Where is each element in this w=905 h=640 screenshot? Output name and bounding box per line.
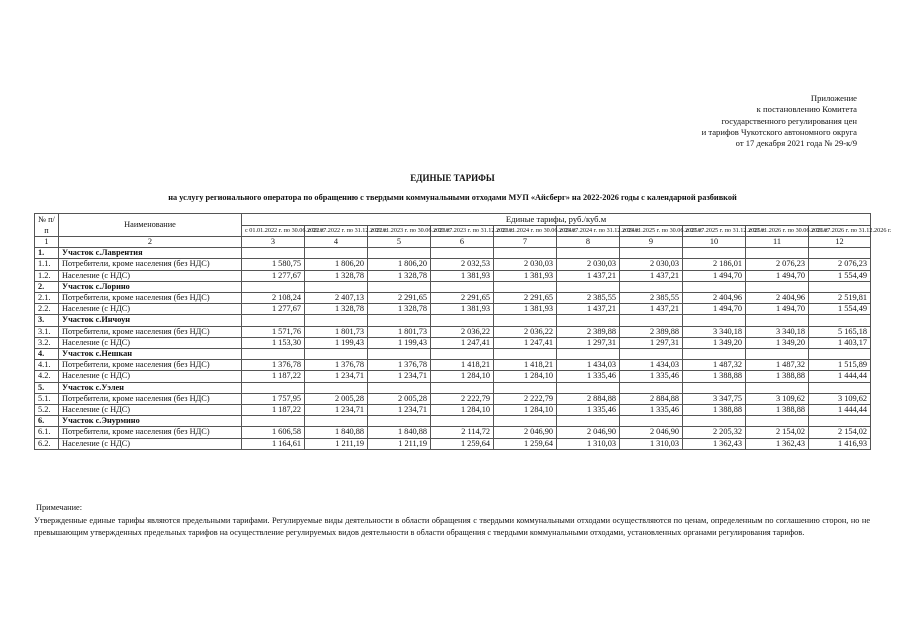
empty-cell (431, 315, 494, 326)
tariff-value: 1 388,88 (746, 405, 809, 416)
tariff-value: 1 554,49 (809, 270, 871, 281)
period-header: с 01.07.2026 г. по 31.12.2026 г. (809, 225, 871, 237)
tariff-value: 1 418,21 (431, 360, 494, 371)
section-row (35, 315, 871, 326)
column-number: 1 (35, 237, 59, 248)
row-name: Население (с НДС) (59, 438, 242, 449)
tariff-value: 1 234,71 (305, 371, 368, 382)
row-number: 5.1. (35, 393, 59, 404)
column-number: 12 (809, 237, 871, 248)
tariff-value: 1 806,20 (305, 259, 368, 270)
tariff-value: 1 376,78 (305, 360, 368, 371)
tariff-value: 1 310,03 (557, 438, 620, 449)
period-header: с 01.01.2023 г. по 30.06.2023 г. (368, 225, 431, 237)
tariff-value: 1 259,64 (494, 438, 557, 449)
tariff-value: 2 046,90 (620, 427, 683, 438)
empty-cell (620, 349, 683, 360)
tariff-value: 2 036,22 (431, 326, 494, 337)
tariff-value: 1 335,46 (620, 371, 683, 382)
tariff-value: 1 328,78 (368, 304, 431, 315)
tariff-value: 1 335,46 (557, 405, 620, 416)
tariff-value: 2 222,79 (431, 393, 494, 404)
tariff-value: 1 362,43 (746, 438, 809, 449)
column-number: 11 (746, 237, 809, 248)
tariff-value: 1 494,70 (683, 270, 746, 281)
tariff-value: 1 328,78 (305, 304, 368, 315)
empty-cell (494, 281, 557, 292)
section-number: 5. (35, 382, 59, 393)
notes-text: Утвержденные единые тарифы являются предельными тарифами. Регулируемые виды деятельности в области обращения с твердыми коммунальными отходами осуществляются по ценам, определенным по соглашению сторон, но не превышающим утвержденных предельных тарифов на осуществление регулируемых видов деятельности в области обращения с твердыми коммунальными отходами, установленных органами регулирования тарифов. (34, 516, 870, 537)
empty-cell (557, 248, 620, 259)
table-row (35, 270, 871, 281)
empty-cell (242, 248, 305, 259)
tariff-value: 2 884,88 (557, 393, 620, 404)
empty-cell (557, 416, 620, 427)
appendix-line: государственного регулирования цен (721, 115, 857, 126)
tariff-value: 2 291,65 (431, 293, 494, 304)
empty-cell (368, 382, 431, 393)
empty-cell (620, 248, 683, 259)
section-name: Участок с.Лорино (59, 281, 242, 292)
row-name: Население (с НДС) (59, 371, 242, 382)
tariff-value: 2 404,96 (683, 293, 746, 304)
tariff-value: 1 199,43 (368, 337, 431, 348)
empty-cell (683, 349, 746, 360)
empty-cell (683, 416, 746, 427)
tariff-value: 1 376,78 (242, 360, 305, 371)
tariff-value: 1 381,93 (494, 270, 557, 281)
tariff-value: 1 328,78 (305, 270, 368, 281)
tariff-value: 1 554,49 (809, 304, 871, 315)
tariff-value: 1 153,30 (242, 337, 305, 348)
tariff-value: 1 234,71 (368, 371, 431, 382)
tariff-value: 1 284,10 (494, 371, 557, 382)
empty-cell (368, 416, 431, 427)
tariff-value: 1 211,19 (368, 438, 431, 449)
empty-cell (494, 248, 557, 259)
tariff-value: 1 444,44 (809, 405, 871, 416)
tariff-value: 1 806,20 (368, 259, 431, 270)
empty-cell (494, 416, 557, 427)
empty-cell (431, 281, 494, 292)
period-header: с 01.07.2023 г. по 31.12.2023 г. (431, 225, 494, 237)
tariff-value: 1 349,20 (746, 337, 809, 348)
empty-cell (809, 382, 871, 393)
tariff-value: 2 036,22 (494, 326, 557, 337)
header-name: Наименование (59, 214, 242, 237)
tariff-value: 1 444,44 (809, 371, 871, 382)
empty-cell (620, 281, 683, 292)
row-name: Население (с НДС) (59, 405, 242, 416)
empty-cell (242, 416, 305, 427)
column-number: 10 (683, 237, 746, 248)
row-name: Потребители, кроме населения (без НДС) (59, 293, 242, 304)
section-name: Участок с.Инчоун (59, 315, 242, 326)
tariff-value: 1 328,78 (368, 270, 431, 281)
empty-cell (305, 248, 368, 259)
tariff-value: 2 076,23 (809, 259, 871, 270)
document-title: ЕДИНЫЕ ТАРИФЫ (410, 173, 495, 183)
tariff-value: 3 109,62 (746, 393, 809, 404)
tariff-value: 2 076,23 (746, 259, 809, 270)
tariff-value: 3 347,75 (683, 393, 746, 404)
tariff-value: 2 108,24 (242, 293, 305, 304)
empty-cell (809, 349, 871, 360)
section-number: 6. (35, 416, 59, 427)
tariff-value: 2 404,96 (746, 293, 809, 304)
tariff-value: 2 046,90 (494, 427, 557, 438)
tariff-value: 1 247,41 (494, 337, 557, 348)
column-number-row (35, 237, 871, 248)
table-row (35, 259, 871, 270)
section-row (35, 281, 871, 292)
empty-cell (809, 281, 871, 292)
row-number: 6.2. (35, 438, 59, 449)
empty-cell (557, 349, 620, 360)
tariff-value: 2 032,53 (431, 259, 494, 270)
empty-cell (746, 349, 809, 360)
tariff-value: 1 437,21 (557, 304, 620, 315)
empty-cell (620, 315, 683, 326)
tariff-value: 3 340,18 (683, 326, 746, 337)
tariff-value: 1 187,22 (242, 371, 305, 382)
tariff-value: 1 418,21 (494, 360, 557, 371)
table-row (35, 371, 871, 382)
period-header: с 01.01.2024 г. по 30.06.2024 г. (494, 225, 557, 237)
tariff-value: 2 005,28 (305, 393, 368, 404)
table-row (35, 427, 871, 438)
section-number: 3. (35, 315, 59, 326)
empty-cell (431, 349, 494, 360)
tariff-value: 2 205,32 (683, 427, 746, 438)
section-name: Участок с.Уэлен (59, 382, 242, 393)
empty-cell (431, 382, 494, 393)
appendix-line: к постановлению Комитета (756, 104, 857, 115)
table-row (35, 393, 871, 404)
empty-cell (305, 315, 368, 326)
tariff-value: 1 199,43 (305, 337, 368, 348)
column-number: 6 (431, 237, 494, 248)
empty-cell (242, 349, 305, 360)
table-head (35, 214, 892, 248)
tariff-value: 1 515,89 (809, 360, 871, 371)
table-row (35, 337, 871, 348)
tariff-value: 1 487,32 (683, 360, 746, 371)
row-number: 4.1. (35, 360, 59, 371)
header-tariffs: Единые тарифы, руб./куб.м (242, 214, 871, 226)
document-subtitle: на услугу регионального оператора по обращению с твердыми коммунальными отходами МУП «Айсберг» на 2022-2026 годы с календарной разбивкой (168, 193, 737, 202)
tariff-value: 2 046,90 (557, 427, 620, 438)
empty-cell (242, 382, 305, 393)
empty-cell (557, 315, 620, 326)
tariff-value: 1 801,73 (305, 326, 368, 337)
tariff-value: 1 434,03 (557, 360, 620, 371)
tariff-value: 1 234,71 (305, 405, 368, 416)
notes-heading: Примечание: (36, 503, 83, 512)
tariff-value: 1 376,78 (368, 360, 431, 371)
row-number: 2.2. (35, 304, 59, 315)
empty-cell (683, 281, 746, 292)
period-header: с 01.01.2022 г. по 30.06.2022 г. (242, 225, 305, 237)
empty-cell (620, 382, 683, 393)
row-number: 3.2. (35, 337, 59, 348)
tariff-value: 1 335,46 (620, 405, 683, 416)
row-number: 1.2. (35, 270, 59, 281)
tariff-value: 2 389,88 (620, 326, 683, 337)
tariff-value: 1 284,10 (431, 371, 494, 382)
row-name: Население (с НДС) (59, 337, 242, 348)
column-number: 5 (368, 237, 431, 248)
header-no: № п/п (35, 214, 59, 237)
empty-cell (683, 315, 746, 326)
tariff-value: 2 222,79 (494, 393, 557, 404)
tariff-value: 2 154,02 (809, 427, 871, 438)
empty-cell (809, 248, 871, 259)
empty-cell (368, 315, 431, 326)
section-number: 4. (35, 349, 59, 360)
row-name: Потребители, кроме населения (без НДС) (59, 259, 242, 270)
tariff-value: 1 416,93 (809, 438, 871, 449)
appendix-block (557, 93, 857, 149)
tariff-value: 1 757,95 (242, 393, 305, 404)
tariff-value: 2 291,65 (494, 293, 557, 304)
tariff-value: 1 840,88 (305, 427, 368, 438)
empty-cell (368, 281, 431, 292)
tariff-value: 2 884,88 (620, 393, 683, 404)
tariff-value: 3 340,18 (746, 326, 809, 337)
empty-cell (431, 248, 494, 259)
section-name: Участок с.Лаврентия (59, 248, 242, 259)
row-number: 1.1. (35, 259, 59, 270)
row-number: 3.1. (35, 326, 59, 337)
section-row (35, 416, 871, 427)
empty-cell (305, 281, 368, 292)
empty-cell (557, 281, 620, 292)
tariff-value: 2 186,01 (683, 259, 746, 270)
tariff-value: 1 388,88 (746, 371, 809, 382)
row-name: Население (с НДС) (59, 270, 242, 281)
empty-cell (809, 416, 871, 427)
tariff-value: 1 362,43 (683, 438, 746, 449)
section-number: 1. (35, 248, 59, 259)
tariff-value: 2 291,65 (368, 293, 431, 304)
column-number: 4 (305, 237, 368, 248)
section-row (35, 349, 871, 360)
row-name: Потребители, кроме населения (без НДС) (59, 326, 242, 337)
tariff-value: 1 801,73 (368, 326, 431, 337)
tariff-value: 1 297,31 (620, 337, 683, 348)
column-number: 7 (494, 237, 557, 248)
section-number: 2. (35, 281, 59, 292)
period-header: с 01.07.2024 г. по 31.12.2024 г. (557, 225, 620, 237)
column-number: 8 (557, 237, 620, 248)
tariffs-table (34, 213, 892, 450)
tariff-value: 1 277,67 (242, 270, 305, 281)
row-number: 5.2. (35, 405, 59, 416)
empty-cell (620, 416, 683, 427)
empty-cell (431, 416, 494, 427)
row-number: 4.2. (35, 371, 59, 382)
table-body (35, 248, 871, 450)
table-row (35, 438, 871, 449)
tariff-value: 1 437,21 (557, 270, 620, 281)
tariff-value: 2 385,55 (620, 293, 683, 304)
row-name: Потребители, кроме населения (без НДС) (59, 427, 242, 438)
tariff-value: 1 494,70 (746, 270, 809, 281)
table-row (35, 304, 871, 315)
empty-cell (746, 416, 809, 427)
tariff-value: 1 284,10 (431, 405, 494, 416)
tariff-value: 2 407,13 (305, 293, 368, 304)
column-number: 9 (620, 237, 683, 248)
tariff-value: 2 154,02 (746, 427, 809, 438)
tariff-value: 3 109,62 (809, 393, 871, 404)
tariff-value: 1 297,31 (557, 337, 620, 348)
tariff-value: 1 571,76 (242, 326, 305, 337)
empty-cell (305, 382, 368, 393)
tariff-value: 1 494,70 (746, 304, 809, 315)
period-header: с 01.01.2025 г. по 30.06.2025 г. (620, 225, 683, 237)
section-name: Участок с.Нешкан (59, 349, 242, 360)
section-row (35, 382, 871, 393)
tariff-value: 2 519,81 (809, 293, 871, 304)
period-header: с 01.07.2025 г. по 31.12.2025 г. (683, 225, 746, 237)
empty-cell (494, 382, 557, 393)
section-name: Участок с.Энурмино (59, 416, 242, 427)
appendix-line: и тарифов Чукотского автономного округа (701, 126, 857, 137)
tariff-value: 1 211,19 (305, 438, 368, 449)
tariff-value: 2 005,28 (368, 393, 431, 404)
tariff-value: 1 284,10 (494, 405, 557, 416)
tariff-value: 1 259,64 (431, 438, 494, 449)
period-header: с 01.07.2022 г. по 31.12.2022 г. (305, 225, 368, 237)
empty-cell (305, 416, 368, 427)
tariff-value: 1 388,88 (683, 371, 746, 382)
tariff-value: 1 437,21 (620, 304, 683, 315)
tariff-value: 1 580,75 (242, 259, 305, 270)
tariff-value: 2 114,72 (431, 427, 494, 438)
empty-cell (494, 349, 557, 360)
tariff-value: 1 234,71 (368, 405, 431, 416)
appendix-line: Приложение (810, 93, 857, 103)
tariff-value: 1 494,70 (683, 304, 746, 315)
row-name: Потребители, кроме населения (без НДС) (59, 393, 242, 404)
tariff-value: 1 310,03 (620, 438, 683, 449)
empty-cell (809, 315, 871, 326)
empty-cell (557, 382, 620, 393)
tariff-value: 1 487,32 (746, 360, 809, 371)
empty-cell (683, 382, 746, 393)
empty-cell (683, 248, 746, 259)
tariff-value: 1 187,22 (242, 405, 305, 416)
empty-cell (368, 349, 431, 360)
empty-cell (746, 315, 809, 326)
tariff-value: 1 403,17 (809, 337, 871, 348)
table-row (35, 405, 871, 416)
column-number: 3 (242, 237, 305, 248)
tariff-value: 2 030,03 (557, 259, 620, 270)
section-row (35, 248, 871, 259)
row-number: 6.1. (35, 427, 59, 438)
empty-cell (242, 315, 305, 326)
tariff-value: 2 030,03 (494, 259, 557, 270)
tariff-value: 5 165,18 (809, 326, 871, 337)
tariff-value: 2 030,03 (620, 259, 683, 270)
empty-cell (242, 281, 305, 292)
table-row (35, 326, 871, 337)
table-row (35, 360, 871, 371)
tariff-value: 2 389,88 (557, 326, 620, 337)
row-name: Потребители, кроме населения (без НДС) (59, 360, 242, 371)
tariff-value: 1 335,46 (557, 371, 620, 382)
tariff-value: 1 164,61 (242, 438, 305, 449)
empty-cell (305, 349, 368, 360)
tariff-value: 1 606,58 (242, 427, 305, 438)
column-number: 2 (59, 237, 242, 248)
appendix-line: от 17 декабря 2021 года № 29-к/9 (735, 138, 857, 149)
tariff-value: 1 381,93 (431, 304, 494, 315)
empty-cell (746, 281, 809, 292)
period-header: с 01.01.2026 г. по 30.06.2026 г. (746, 225, 809, 237)
tariff-value: 1 277,67 (242, 304, 305, 315)
row-number: 2.1. (35, 293, 59, 304)
table-row (35, 293, 871, 304)
tariff-value: 1 381,93 (494, 304, 557, 315)
tariff-value: 1 388,88 (683, 405, 746, 416)
empty-cell (494, 315, 557, 326)
empty-cell (368, 248, 431, 259)
tariff-value: 1 840,88 (368, 427, 431, 438)
empty-cell (746, 248, 809, 259)
tariff-value: 1 434,03 (620, 360, 683, 371)
tariff-value: 1 349,20 (683, 337, 746, 348)
tariff-value: 1 247,41 (431, 337, 494, 348)
tariff-value: 1 437,21 (620, 270, 683, 281)
tariff-value: 2 385,55 (557, 293, 620, 304)
row-name: Население (с НДС) (59, 304, 242, 315)
empty-cell (746, 382, 809, 393)
tariff-value: 1 381,93 (431, 270, 494, 281)
